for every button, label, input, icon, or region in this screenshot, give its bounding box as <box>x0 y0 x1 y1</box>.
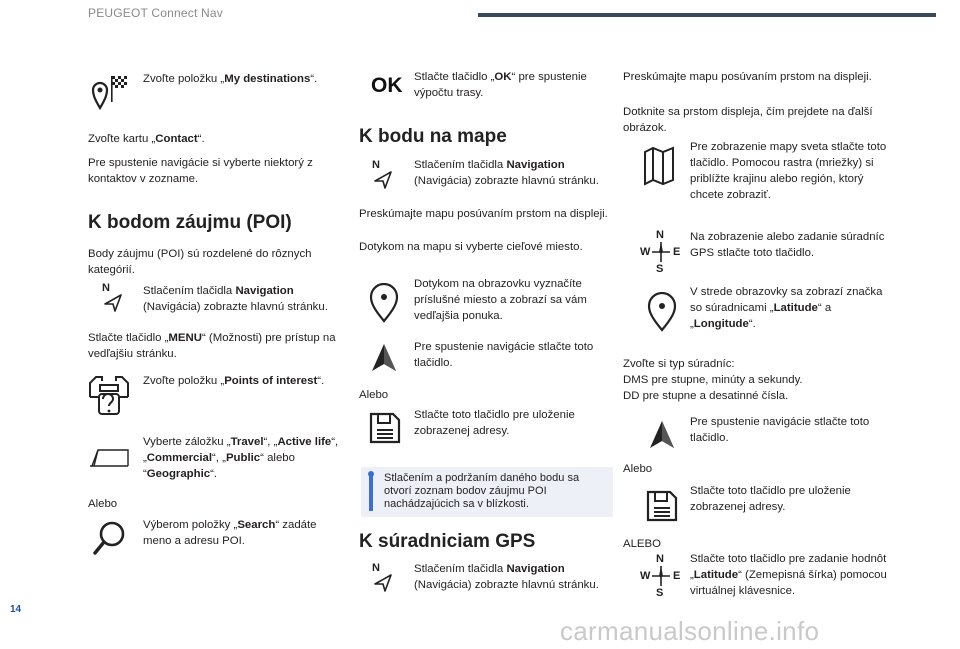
explore-map-text-2: Preskúmajte mapu posúvaním prstom na displeji. <box>623 71 872 83</box>
start-navigation-icon <box>648 420 676 450</box>
save-address-icon <box>646 490 678 522</box>
info-text: Stlačením a podržaním daného bodu sa otvorí zoznam bodov záujmu POI nachádzajúcich sa v blízkosti. <box>384 472 580 510</box>
contacts-text: Pre spustenie navigácie si vyberte niektorý z kontaktov v zozname. <box>88 157 313 185</box>
marker-text: V strede obrazovky sa zobrazí značka so súradnicami „Latitude“ a „Longitude“. <box>690 286 883 330</box>
navigation-icon: N <box>103 283 123 317</box>
coordinate-type-line-2: DMS pre stupne, minúty a sekundy. <box>623 374 803 386</box>
or-label: Alebo <box>359 389 389 401</box>
map-pin-icon <box>646 292 678 332</box>
running-header: PEUGEOT Connect Nav <box>88 6 223 20</box>
poi-intro: Body záujmu (POI) sú rozdelené do rôznych kategórií. <box>88 248 312 276</box>
save-address-text: Stlačte toto tlačidlo pre uloženie zobrazenej adresy. <box>414 409 575 437</box>
ok-icon: OK <box>371 74 403 97</box>
save-address-icon <box>369 412 401 444</box>
points-of-interest-icon <box>88 373 130 415</box>
world-map-icon <box>643 146 675 186</box>
start-navigation-text-2: Pre spustenie navigácie stlačte toto tlačidlo. <box>690 416 870 444</box>
category-tab-icon <box>88 446 130 468</box>
info-icon <box>369 473 373 511</box>
explore-map-text: Preskúmajte mapu posúvaním prstom na displeji. <box>359 208 608 220</box>
info-dot <box>368 471 374 477</box>
category-tab-text: Vyberte záložku „Travel“, „Active life“, „Commercial“, „Public“ alebo “Geographic“. <box>143 436 339 480</box>
info-box <box>361 467 613 517</box>
search-icon <box>92 520 128 556</box>
pin-text: Dotykom na obrazovku vyznačíte príslušné miesto a zobrazí sa vám vedľajšia ponuka. <box>414 278 587 322</box>
start-navigation-text: Pre spustenie navigácie stlačte toto tlačidlo. <box>414 341 594 369</box>
compass-icon: N W E S <box>640 229 681 275</box>
gps-heading: K súradniciam GPS <box>359 531 536 552</box>
coordinate-type-line-3: DD pre stupne a desatinné čísla. <box>623 390 789 402</box>
touch-map-text: Dotykom na mapu si vyberte cieľové miesto. <box>359 241 583 253</box>
or-caps-label: ALEBO <box>623 538 661 550</box>
save-address-text-2: Stlačte toto tlačidlo pre uloženie zobrazenej adresy. <box>690 485 851 513</box>
my-destinations-icon <box>90 74 130 110</box>
poi-heading: K bodom záujmu (POI) <box>88 212 292 233</box>
compass-icon: N W E S <box>640 553 681 599</box>
or-label: Alebo <box>88 498 118 510</box>
gps-coordinates-text: Na zobrazenie alebo zadanie súradníc GPS stlačte toto tlačidlo. <box>690 231 885 259</box>
navigation-text: Stlačením tlačidla Navigation (Navigácia) zobrazte hlavnú stránku. <box>143 285 328 313</box>
or-label: Alebo <box>623 463 653 475</box>
map-heading: K bodu na mape <box>359 126 507 147</box>
navigation-icon: N <box>373 563 393 597</box>
map-navigation-text: Stlačením tlačidla Navigation (Navigácia) zobrazte hlavnú stránku. <box>414 159 599 187</box>
menu-text: Stlačte tlačidlo „MENU“ (Možnosti) pre prístup na vedľajšiu stránku. <box>88 332 336 360</box>
points-of-interest-text: Zvoľte položku „Points of interest“. <box>143 375 325 387</box>
search-text: Výberom položky „Search“ zadáte meno a adresu POI. <box>143 519 317 547</box>
touch-next-text: Dotknite sa prstom displeja, čím prejdete na ďalší obrázok. <box>623 106 873 134</box>
ok-text: Stlačte tlačidlo „OK“ pre spustenie výpočtu trasy. <box>414 71 587 99</box>
gps-navigation-text: Stlačením tlačidla Navigation (Navigácia) zobrazte hlavnú stránku. <box>414 563 599 591</box>
my-destinations-text: Zvoľte položku „My destinations“. <box>143 73 318 85</box>
contact-text: Zvoľte kartu „Contact“. <box>88 133 205 145</box>
watermark: carmanualsonline.info <box>560 616 820 646</box>
page-number: 14 <box>10 604 22 615</box>
coordinate-type-line-1: Zvoľte si typ súradníc: <box>623 358 735 370</box>
navigation-icon: N <box>373 160 393 194</box>
map-pin-icon <box>368 283 400 323</box>
world-map-text: Pre zobrazenie mapy sveta stlačte toto tlačidlo. Pomocou rastra (mriežky) si priblížte krajinu alebo región, ktorý chcete zobraziť. <box>690 141 887 201</box>
header-bar <box>478 13 936 17</box>
start-navigation-icon <box>370 343 398 373</box>
latitude-entry-text: Stlačte toto tlačidlo pre zadanie hodnôt „Latitude“ (Zemepisná šírka) pomocou virtuálnej klávesnice. <box>690 553 887 597</box>
